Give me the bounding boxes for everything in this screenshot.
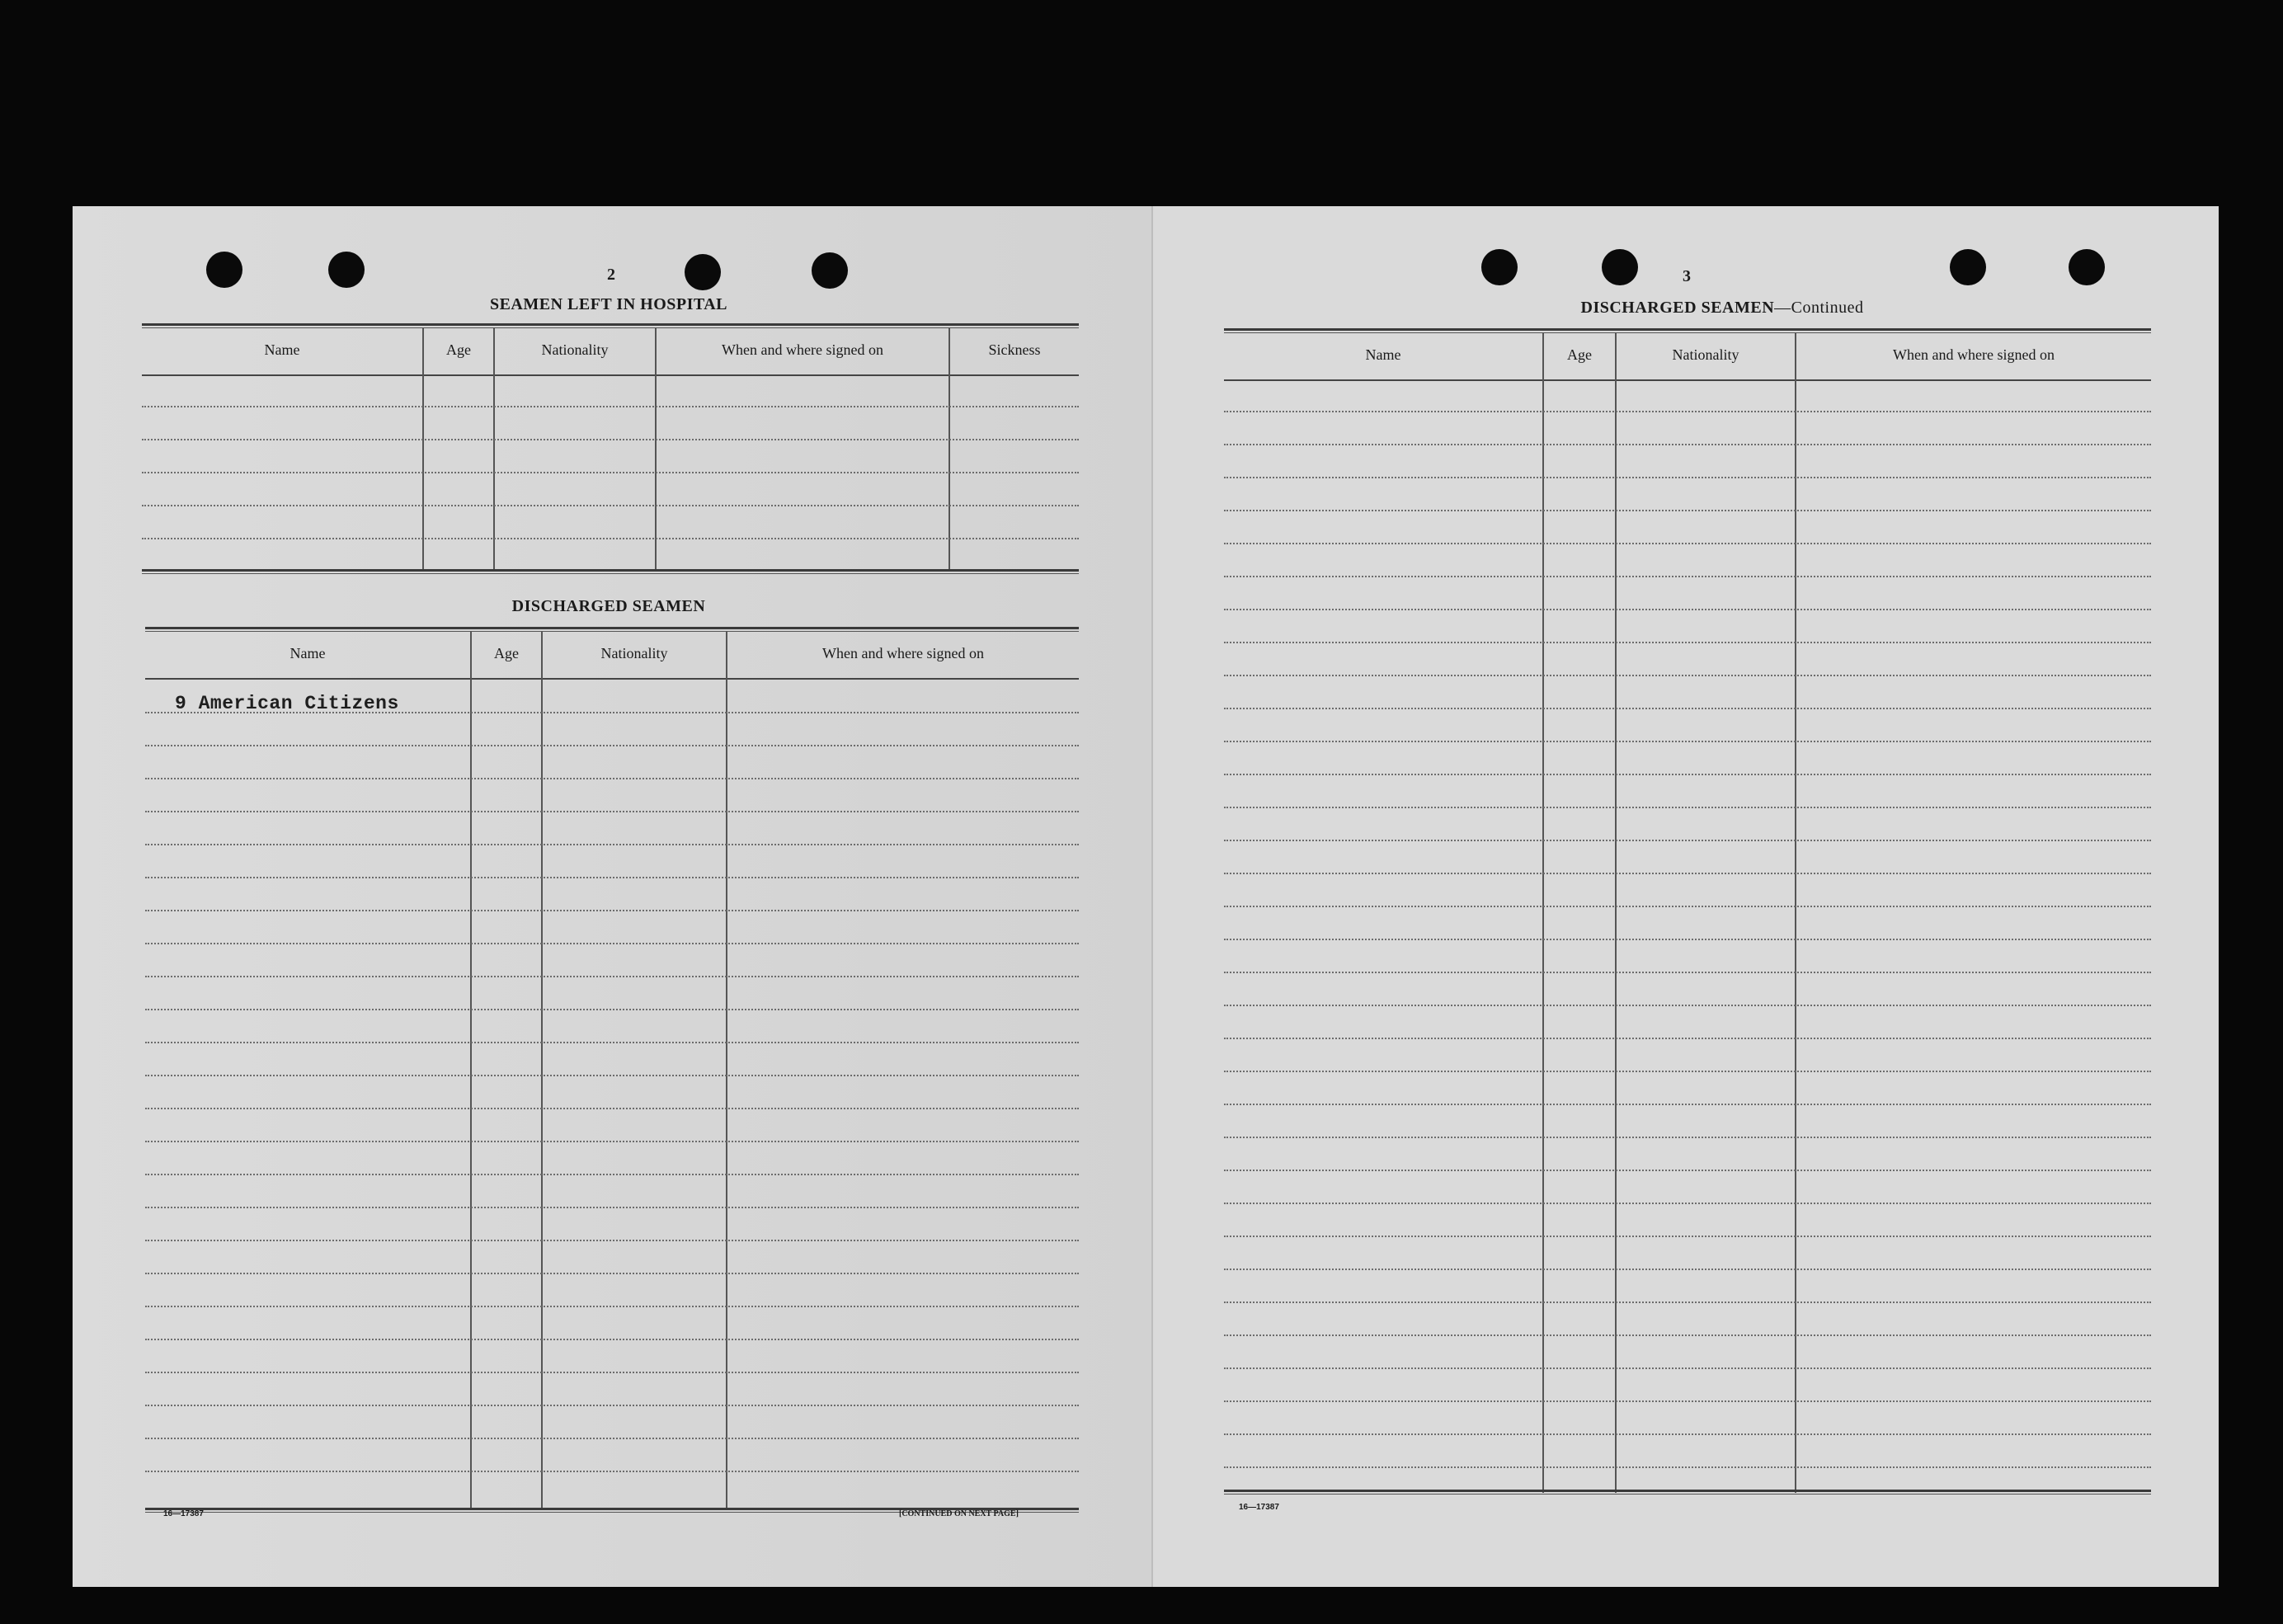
col-header-sickness: Sickness: [988, 341, 1041, 358]
table-row: [145, 1471, 1079, 1472]
table-row: [1224, 741, 2151, 742]
col-header-age: Age: [1567, 346, 1592, 363]
punch-hole: [685, 254, 721, 290]
table-row: [142, 505, 1079, 506]
table-row: [145, 1207, 1079, 1208]
table-row: [1224, 807, 2151, 808]
table-row: [1224, 1137, 2151, 1138]
table-row: [1224, 1236, 2151, 1237]
table-row: [1224, 609, 2151, 610]
left-page: [73, 206, 1153, 1587]
title-main: DISCHARGED SEAMEN: [1580, 299, 1775, 317]
table-row: [145, 745, 1079, 746]
table-row: [1224, 873, 2151, 874]
page-number: 3: [1683, 267, 1691, 285]
table-row: [1224, 411, 2151, 412]
table-row: [145, 1240, 1079, 1241]
table-row: [145, 877, 1079, 878]
table-row: [145, 1009, 1079, 1010]
table-row: [145, 844, 1079, 845]
table-row: [145, 1372, 1079, 1373]
discharged-table: [145, 627, 1079, 1518]
table-row: [145, 1339, 1079, 1340]
table-row: [142, 472, 1079, 473]
table-row: [145, 1273, 1079, 1274]
hospital-section-title: SEAMEN LEFT IN HOSPITAL: [489, 295, 728, 313]
table-row: [1224, 1367, 2151, 1369]
table-row: [145, 1075, 1079, 1076]
table-row: [1224, 972, 2151, 973]
table-row: [1224, 939, 2151, 940]
table-row: [1224, 543, 2151, 544]
table-row: [1224, 840, 2151, 841]
table-row: [142, 439, 1079, 440]
table-row: [142, 406, 1079, 407]
col-header-nationality: Nationality: [541, 341, 609, 358]
col-header-name: Name: [1365, 346, 1401, 363]
discharged-entry: 9 American Citizens: [175, 693, 399, 714]
table-row: [1224, 477, 2151, 478]
table-row: [1224, 1170, 2151, 1171]
table-row: [145, 1141, 1079, 1142]
table-row: [145, 976, 1079, 977]
table-row: [1224, 1203, 2151, 1204]
col-header-age: Age: [494, 645, 519, 661]
hospital-table: [142, 323, 1079, 579]
table-row: [145, 1405, 1079, 1406]
table-row: [1224, 510, 2151, 511]
table-row: [1224, 708, 2151, 709]
table-row: [142, 538, 1079, 539]
discharged-section-title: DISCHARGED SEAMEN: [511, 597, 706, 615]
col-header-nationality: Nationality: [600, 645, 668, 661]
continued-note: [CONTINUED ON NEXT PAGE]: [899, 1509, 1019, 1518]
punch-hole: [1950, 249, 1986, 285]
table-row: [1224, 774, 2151, 775]
table-row: [1224, 675, 2151, 676]
table-row: [145, 1108, 1079, 1109]
punch-hole: [2069, 249, 2105, 285]
page-number: 2: [607, 266, 615, 284]
table-row: [145, 943, 1079, 944]
col-header-nationality: Nationality: [1672, 346, 1739, 363]
table-row: [1224, 1466, 2151, 1468]
col-header-age: Age: [446, 341, 471, 358]
col-header-signed-on: When and where signed on: [722, 341, 883, 358]
table-row: [1224, 906, 2151, 907]
punch-hole: [328, 252, 365, 288]
discharged-continued-table: [1224, 328, 2151, 1499]
table-row: [1224, 1433, 2151, 1435]
table-row: [145, 1042, 1079, 1043]
form-number: 16—17387: [1239, 1503, 1279, 1512]
col-header-name: Name: [289, 645, 326, 661]
right-page: [1153, 206, 2219, 1587]
punch-hole: [206, 252, 242, 288]
col-header-signed-on: When and where signed on: [822, 645, 984, 661]
punch-hole: [812, 252, 848, 289]
table-row: [1224, 1302, 2151, 1303]
table-row: [1224, 1071, 2151, 1072]
table-row: [145, 910, 1079, 911]
table-row: [1224, 642, 2151, 643]
table-row: [145, 1438, 1079, 1439]
table-row: [1224, 1104, 2151, 1105]
discharged-continued-title: [1433, 299, 2011, 318]
col-header-name: Name: [264, 341, 300, 358]
col-header-signed-on: When and where signed on: [1893, 346, 2055, 363]
table-row: [1224, 1005, 2151, 1006]
form-number: 16—17387: [163, 1509, 204, 1518]
table-row: [1224, 1400, 2151, 1402]
title-suffix: —Continued: [1774, 299, 1864, 317]
table-row: [1224, 1335, 2151, 1336]
table-row: [145, 1306, 1079, 1307]
table-row: [1224, 576, 2151, 577]
table-row: [145, 778, 1079, 779]
table-row: [145, 1174, 1079, 1175]
table-row: [145, 811, 1079, 812]
table-row: [1224, 1269, 2151, 1270]
table-row: [1224, 1038, 2151, 1039]
table-row: [1224, 444, 2151, 445]
punch-hole: [1602, 249, 1638, 285]
punch-hole: [1481, 249, 1518, 285]
